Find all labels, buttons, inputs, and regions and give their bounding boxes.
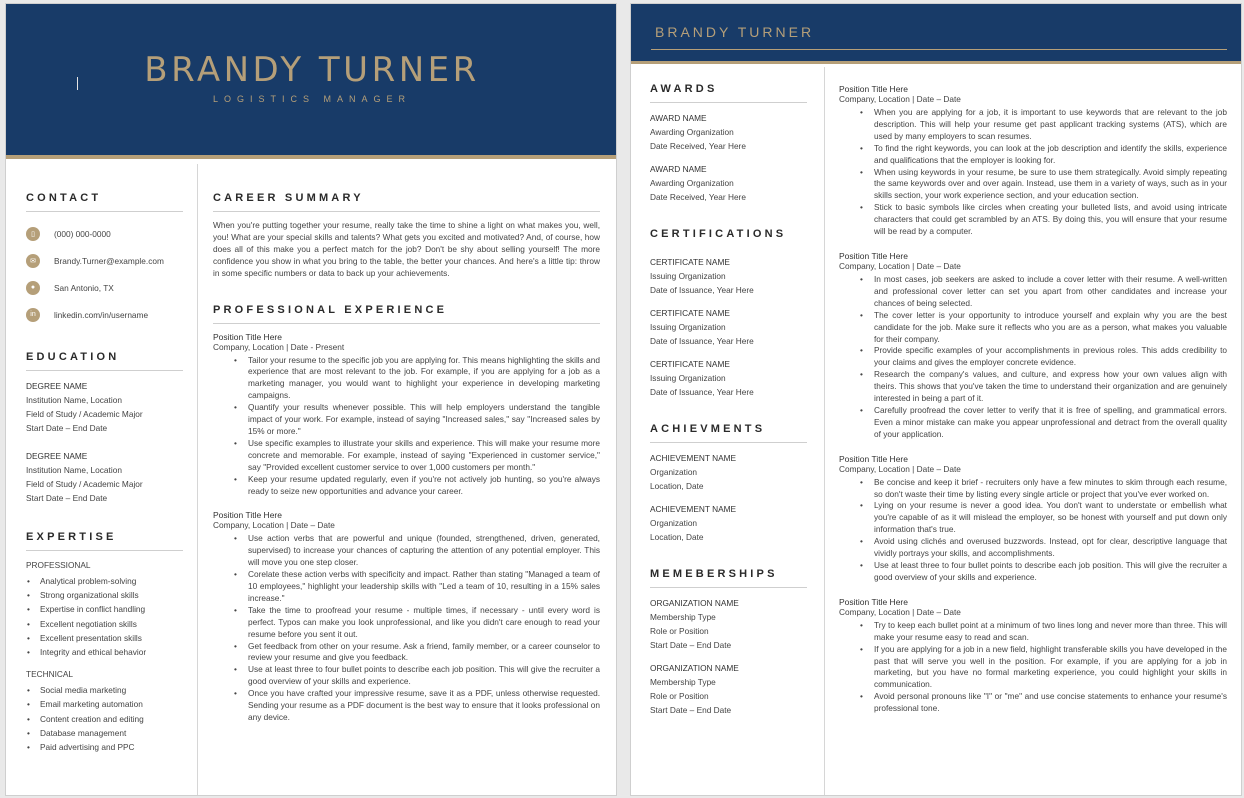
phone-text: (000) 000-0000 (54, 228, 111, 239)
job-bullets (839, 477, 1227, 584)
career-summary-text: When you're putting together your resume, really take the time to shine a light on what makes you, well, you! What are your special skills and talents? What gets you excited and motivated? And, of course, how does all of this make you a perfect match for the job? Don't be shy about selling yourself! The more confidence you show in what you bring to the table, the better your chances. And here's a little tip: throw in some specific numbers or data to back up your achievements. (213, 220, 600, 278)
achievement-org: Organization (650, 518, 698, 528)
bullet-item: • Avoid personal pronouns like "I" or "me" and use concise statements to enhance your resume's professional tone. (874, 691, 1227, 715)
membership-role: Role or Position (650, 691, 709, 701)
achievement-location: Location, Date (650, 532, 704, 542)
skill-item: • Paid advertising and PPC (26, 740, 183, 754)
job-meta: Company, Location | Date – Date (839, 94, 961, 104)
skill-item: • Excellent negotiation skills (26, 617, 183, 631)
contact-location (26, 274, 183, 301)
job-meta: Company, Location | Date - Present (213, 341, 345, 352)
education-entry (26, 379, 183, 435)
bullet-item: • Get feedback from other on your resume. Ask a friend, family member, or a career counselor to review your resume and give you feedback. (248, 641, 600, 665)
achievement-name: ACHIEVEMENT NAME (650, 453, 737, 463)
skill-item: • Strong organizational skills (26, 588, 183, 602)
bullet-item: • Use action verbs that are powerful and unique (founded, strengthened, driven, generated, supervised) to increase your chances of capturing the attention of any potential employer. This will move you one step closer. (248, 533, 600, 569)
skill-item: • Excellent presentation skills (26, 631, 183, 645)
bullet-item: • Use at least three to four bullet points to describe each job position. This will give the recruiter a good overview of your skills and experience. (248, 664, 600, 688)
skill-item: • Expertise in conflict handling (26, 602, 183, 616)
bullet-item: • Quantify your results whenever possible. This will help employers understand the tangible impact of your work. For example, instead of saying "Increased sales," say "Increased sales by 15% or more." (248, 402, 600, 438)
contact-heading: CONTACT (26, 192, 183, 212)
membership-type: Membership Type (650, 677, 716, 687)
email-icon: ✉ (26, 254, 40, 268)
certificate-org: Issuing Organization (650, 373, 726, 383)
job-bullets (839, 107, 1227, 238)
membership-entry (650, 596, 807, 652)
job-meta: Company, Location | Date – Date (839, 463, 961, 474)
header-band (631, 4, 1241, 64)
main-column (213, 192, 600, 724)
professional-skills (26, 574, 183, 659)
bullet-item: • Keep your resume updated regularly, even if you're not actively job hunting, so you're always ready to seize new opportunities and advance your career. (248, 474, 600, 498)
education-dates: Start Date – End Date (26, 423, 108, 433)
column-divider (197, 164, 198, 796)
expertise-heading: EXPERTISE (26, 531, 183, 551)
job-meta: Company, Location | Date – Date (839, 606, 961, 617)
award-date: Date Received, Year Here (650, 192, 746, 202)
skill-item: • Integrity and ethical behavior (26, 645, 183, 659)
certificate-date: Date of Issuance, Year Here (650, 285, 754, 295)
certificate-name: CERTIFICATE NAME (650, 308, 730, 318)
skill-item: • Analytical problem-solving (26, 574, 183, 588)
professional-label: PROFESSIONAL (26, 560, 91, 570)
header-rule (651, 49, 1227, 50)
bullet-item: • Lying on your resume is never a good idea. You don't want to understate or embellish what you're capable of as it will mislead the employer, so be honest with yourself and put down only information that's true. (874, 500, 1227, 536)
job-bullets (839, 620, 1227, 715)
technical-label: TECHNICAL (26, 669, 74, 680)
bullet-item: • Use at least three to four bullet points to describe each job position. This will give the recruiter a good overview of your skills and experience. (874, 560, 1227, 584)
achievement-entry (650, 502, 807, 544)
bullet-item: • If you are applying for a job in a new field, highlight transferable skills you have developed in the past that will serve you well in the position. For example, if you are applying for a job in marketing, but you have no formal marketing experience, you could highlight your skills in communication. (874, 644, 1227, 692)
job-bullets (213, 533, 600, 724)
contact-linkedin (26, 301, 183, 328)
certificate-name: CERTIFICATE NAME (650, 257, 730, 267)
bullet-item: • The cover letter is your opportunity to introduce yourself and explain why you are the best candidate for the job. Make sure it reflects who you are as a person, what makes you valuable for their company. (874, 310, 1227, 346)
location-pin-icon: ● (26, 281, 40, 295)
header-band (6, 4, 616, 159)
contact-email (26, 247, 183, 274)
achievement-entry (650, 451, 807, 493)
certificate-org: Issuing Organization (650, 322, 726, 332)
organization-name: ORGANIZATION NAME (650, 598, 739, 608)
certificate-org: Issuing Organization (650, 271, 726, 281)
certificate-entry (650, 306, 807, 348)
phone-icon: ▯ (26, 227, 40, 241)
contact-phone (26, 220, 183, 247)
bullet-item: • Use specific examples to illustrate your skills and experience. This will make your resume more concrete and memorable. For example, instead of saying "Experienced in customer service," say "Provided excellent customer service to over 1,000 customers per month." (248, 438, 600, 474)
membership-entry (650, 661, 807, 717)
bullet-item: • To find the right keywords, you can look at the job description and identify the skills, experience and qualifications that the employer is looking for. (874, 143, 1227, 167)
certificate-name: CERTIFICATE NAME (650, 359, 730, 369)
membership-role: Role or Position (650, 626, 709, 636)
job-subtitle: LOGISTICS MANAGER (212, 94, 412, 104)
achievement-location: Location, Date (650, 481, 704, 491)
left-column (650, 83, 807, 717)
bullet-item: • When using keywords in your resume, be sure to use them strategically. Avoid simply repeating the same keywords over and over again. Instead, use them in a variety of ways, such as in your skills section, your work experience section, and your education section. (874, 167, 1227, 203)
bullet-item: • Provide specific examples of your accomplishments in previous roles. This adds credibility to your claims and gives the employer concrete evidence. (874, 345, 1227, 369)
job-bullets (213, 355, 600, 498)
field-of-study: Field of Study / Academic Major (26, 409, 143, 419)
award-name: AWARD NAME (650, 164, 707, 174)
job-title: Position Title Here (213, 510, 282, 521)
contact-list (26, 220, 183, 328)
awards-heading: AWARDS (650, 83, 807, 103)
bullet-item: • Be concise and keep it brief - recruiters only have a few minutes to skim through each resume, so don't waste their time by listing every single article or project that you've ever worked on. (874, 477, 1227, 501)
resume-page-2 (630, 3, 1242, 796)
certificate-date: Date of Issuance, Year Here (650, 387, 754, 397)
award-org: Awarding Organization (650, 178, 734, 188)
bullet-item: • Avoid using clichés and overused buzzwords. Instead, opt for clear, descriptive language that vividly portrays your skills, and accomplishments. (874, 536, 1227, 560)
job-meta: Company, Location | Date – Date (213, 520, 335, 531)
memberships-heading: MEMEBERSHIPS (650, 568, 807, 588)
award-org: Awarding Organization (650, 127, 734, 137)
bullet-item: • In most cases, job seekers are asked to include a cover letter with their resume. A well-written and professional cover letter can set you apart from other candidates and increase your chances of being selected. (874, 274, 1227, 310)
bullet-item: • Tailor your resume to the specific job you are applying for. This means highlighting the skills and experience that are most relevant to the job. For example, if you are applying for a job as a marketing manager, you would want to highlight your experience in developing marketing campaigns. (248, 355, 600, 403)
technical-skills (26, 683, 183, 754)
job-title: Position Title Here (213, 331, 282, 342)
institution: Institution Name, Location (26, 395, 122, 405)
resume-page-1 (5, 3, 617, 796)
linkedin-icon: in (26, 308, 40, 322)
achievement-name: ACHIEVEMENT NAME (650, 504, 737, 514)
job-title: Position Title Here (839, 453, 908, 464)
degree-name: DEGREE NAME (26, 451, 88, 461)
field-of-study: Field of Study / Academic Major (26, 479, 143, 489)
award-date: Date Received, Year Here (650, 141, 746, 151)
certificate-entry (650, 255, 807, 297)
award-entry (650, 162, 807, 204)
bullet-item: • Carefully proofread the cover letter to verify that it is free of spelling, and grammatical errors. Even a minor mistake can make you appear unprofessional and detract from the overall quality of your application. (874, 405, 1227, 441)
main-column (839, 84, 1227, 715)
location-text: San Antonio, TX (54, 282, 114, 293)
job-title: Position Title Here (839, 250, 908, 261)
certificate-date: Date of Issuance, Year Here (650, 336, 754, 346)
column-divider (824, 67, 825, 796)
education-entry (26, 449, 183, 505)
achievements-heading: ACHIEVMENTS (650, 423, 807, 443)
award-entry (650, 111, 807, 153)
institution: Institution Name, Location (26, 465, 122, 475)
linkedin-text[interactable]: linkedin.com/in/username (54, 309, 149, 320)
left-column (26, 192, 183, 754)
career-summary-heading: CAREER SUMMARY (213, 192, 600, 212)
job-bullets (839, 274, 1227, 441)
candidate-name: BRANDY TURNER (655, 24, 815, 40)
skill-item: • Content creation and editing (26, 712, 183, 726)
bullet-item: • Corelate these action verbs with specificity and impact. Rather than stating "Managed a team of 10 employees," highlight your leadership skills with "Led a team of 10, resulting in a 15% sales increase." (248, 569, 600, 605)
bullet-item: • Try to keep each bullet point at a minimum of two lines long and never more than three. This will make your resume easy to read and scan. (874, 620, 1227, 644)
bullet-item: • Research the company's values, and culture, and express how your own values align with theirs. This shows that you've taken the time to understand their organization and are genuinely interested in being a part of it. (874, 369, 1227, 405)
degree-name: DEGREE NAME (26, 381, 88, 391)
membership-dates: Start Date – End Date (650, 705, 732, 715)
job-meta: Company, Location | Date – Date (839, 260, 961, 271)
job-title: Position Title Here (839, 596, 908, 607)
membership-type: Membership Type (650, 612, 716, 622)
email-text[interactable]: Brandy.Turner@example.com (54, 255, 164, 266)
skill-item: • Database management (26, 726, 183, 740)
job-title: Position Title Here (839, 84, 908, 94)
bullet-item: • Stick to basic symbols like circles when creating your bulleted lists, and avoid using intricate characters that could get scrambled by an ATS. By doing this, you will ensure that your resume will be read by a computer. (874, 202, 1227, 238)
skill-item: • Social media marketing (26, 683, 183, 697)
organization-name: ORGANIZATION NAME (650, 663, 739, 673)
education-heading: EDUCATION (26, 351, 183, 371)
education-dates: Start Date – End Date (26, 493, 108, 503)
skill-item: • Email marketing automation (26, 697, 183, 711)
certificate-entry (650, 357, 807, 399)
bullet-item: • When you are applying for a job, it is important to use keywords that are relevant to the job description. This will help your resume get past applicant tracking systems (ATS), which are used by many employers to scan resumes. (874, 107, 1227, 143)
bullet-item: • Take the time to proofread your resume - multiple times, if necessary - until every word is perfect. Typos can make you look unprofessional, and like you didn't care enough to read your resume before you sent it out. (248, 605, 600, 641)
achievement-org: Organization (650, 467, 698, 477)
bullet-item: • Once you have crafted your impressive resume, save it as a PDF, unless otherwise requested. Sending your resume as a PDF document is the best way to ensure that it looks professional on any device. (248, 688, 600, 724)
membership-dates: Start Date – End Date (650, 640, 732, 650)
experience-heading: PROFESSIONAL EXPERIENCE (213, 304, 600, 324)
award-name: AWARD NAME (650, 113, 707, 123)
certifications-heading: CERTIFICATIONS (650, 228, 787, 240)
candidate-name: BRANDY TURNER (144, 50, 480, 90)
